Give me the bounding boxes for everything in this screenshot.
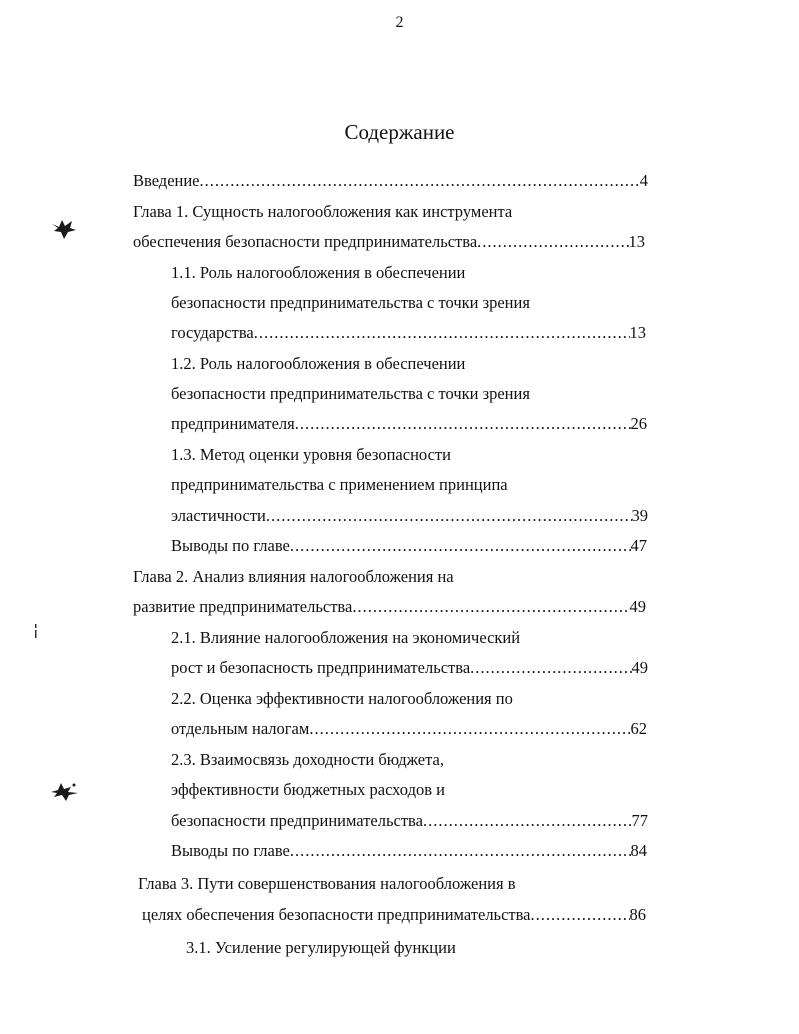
- toc-entry-text: Выводы по главе: [171, 536, 290, 555]
- toc-leader-dots: [470, 655, 631, 681]
- toc-entry-chapter-1-conclusions: [171, 533, 647, 559]
- toc-page-number: 62: [630, 719, 647, 738]
- toc-entry-text: государства: [171, 323, 254, 342]
- toc-section-3-1-line1: 3.1. Усиление регулирующей функции: [186, 938, 456, 957]
- toc-chapter-3-line1: Глава 3. Пути совершенствования налогообложения в: [138, 874, 516, 893]
- toc-entry-section-2-2: [171, 716, 647, 742]
- toc-entry-intro: [133, 168, 648, 194]
- margin-tick-mark: [33, 624, 39, 638]
- toc-section-1-3-line2: предпринимательства с применением принципа: [171, 475, 508, 494]
- page-title: Содержание: [344, 120, 455, 144]
- toc-entry-section-1-1: [171, 320, 646, 346]
- toc-section-2-3-line2: эффективности бюджетных расходов и: [171, 780, 445, 799]
- toc-entry-text: безопасности предпринимательства: [171, 811, 423, 830]
- toc-entry-text: целях обеспечения безопасности предпринимательства: [142, 905, 531, 924]
- toc-leader-dots: [290, 533, 631, 559]
- toc-entry-section-2-1: [171, 655, 648, 681]
- toc-entry-chapter-1: [133, 229, 645, 255]
- toc-leader-dots: [531, 902, 630, 928]
- toc-page-number: 26: [630, 414, 647, 433]
- toc-section-2-3-line1: 2.3. Взаимосвязь доходности бюджета,: [171, 750, 444, 769]
- toc-section-1-1-line1: 1.1. Роль налогообложения в обеспечении: [171, 263, 466, 282]
- toc-page-number: 47: [630, 536, 647, 555]
- toc-chapter-1-line1: Глава 1. Сущность налогообложения как инструмента: [133, 202, 513, 221]
- page-number: 2: [395, 14, 404, 31]
- toc-page-number: 39: [631, 506, 648, 525]
- toc-leader-dots: [290, 838, 631, 864]
- ink-blot-mark: [50, 780, 80, 802]
- toc-entry-text: Введение: [133, 171, 200, 190]
- toc-section-2-1-line1: 2.1. Влияние налогообложения на экономический: [171, 628, 521, 647]
- toc-section-1-2-line1: 1.2. Роль налогообложения в обеспечении: [171, 354, 466, 373]
- toc-page-number: 77: [631, 811, 648, 830]
- toc-entry-text: рост и безопасность предпринимательства: [171, 658, 471, 677]
- toc-entry-text: развитие предпринимательства: [133, 597, 353, 616]
- toc-leader-dots: [477, 229, 628, 255]
- toc-entry-section-2-3: [171, 808, 648, 834]
- toc-section-1-1-line2: безопасности предпринимательства с точки зрения: [171, 293, 530, 312]
- toc-leader-dots: [423, 808, 632, 834]
- toc-page-number: 13: [629, 323, 646, 342]
- toc-entry-section-1-2: [171, 411, 647, 437]
- toc-section-1-2-line2: безопасности предпринимательства с точки зрения: [171, 384, 530, 403]
- toc-entry-section-1-3: [171, 503, 648, 529]
- toc-entry-text: эластичности: [171, 506, 266, 525]
- toc-page-number: 13: [628, 232, 645, 251]
- toc-page-number: 49: [631, 658, 648, 677]
- ink-blot-mark: [50, 218, 78, 240]
- toc-section-2-2-line1: 2.2. Оценка эффективности налогообложения по: [171, 689, 513, 708]
- toc-leader-dots: [266, 503, 632, 529]
- toc-chapter-2-line1: Глава 2. Анализ влияния налогообложения на: [133, 567, 454, 586]
- toc-leader-dots: [295, 411, 631, 437]
- toc-page-number: 86: [629, 905, 646, 924]
- toc-leader-dots: [352, 594, 629, 620]
- toc-entry-text: Выводы по главе: [171, 841, 290, 860]
- toc-section-1-3-line1: 1.3. Метод оценки уровня безопасности: [171, 445, 451, 464]
- toc-leader-dots: [254, 320, 630, 346]
- toc-entry-chapter-3: [142, 902, 646, 928]
- toc-page-number: 49: [629, 597, 646, 616]
- toc-leader-dots: [200, 168, 640, 194]
- toc-entry-text: отдельным налогам: [171, 719, 310, 738]
- toc-entry-text: обеспечения безопасности предпринимательства: [133, 232, 478, 251]
- toc-leader-dots: [309, 716, 630, 742]
- toc-page-number: 4: [639, 171, 648, 190]
- toc-entry-chapter-2-conclusions: [171, 838, 647, 864]
- toc-entry-text: предпринимателя: [171, 414, 295, 433]
- toc-entry-chapter-2: [133, 594, 646, 620]
- toc-page-number: 84: [630, 841, 647, 860]
